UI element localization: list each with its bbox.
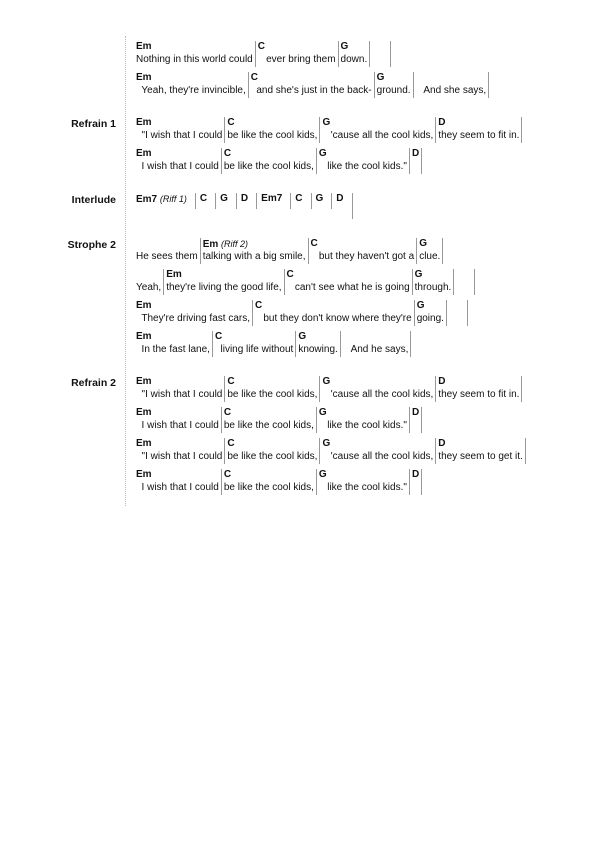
measure-segment [136,117,224,143]
song-section [0,41,601,103]
chord-name [287,269,410,281]
chord-line [136,193,353,224]
measure-segment [136,376,224,402]
lyric-text: but they don't know where they're [255,313,412,324]
chord-symbol: Em [136,407,152,418]
chord-symbol: Em [202,239,219,250]
lyric-text: be like the cool kids, [223,482,314,493]
chord-name [416,72,487,84]
measure-segment [374,72,413,98]
chord-symbol: D [336,193,344,204]
measure-segment [136,269,163,295]
lyric-text: be like the cool kids, [227,451,318,462]
chord-name [136,300,250,312]
measure-segment [311,193,332,209]
lyric-text: like the cool kids." [318,420,407,431]
chord-line [136,269,475,300]
bar-line [488,72,489,98]
measure-segment [136,300,252,326]
chord-name [215,331,293,343]
bar-line [521,376,522,402]
section-lines [136,376,526,500]
lyric-text: and she's just in the back- [250,85,372,96]
chord-name [412,407,419,419]
chord-name [261,193,282,205]
chord-symbol: Em [136,300,152,311]
bar-line [521,117,522,143]
chord-symbol: G [315,193,324,204]
chord-symbol: C [286,269,294,280]
lyric-text: clue. [419,251,441,262]
chord-name [136,41,253,53]
chord-line [136,407,526,438]
measure-segment [290,193,310,209]
chord-name [136,376,222,388]
section-lines [136,193,353,224]
bar-line [442,238,443,264]
measure-segment [435,376,521,402]
chord-symbol: C [223,148,232,159]
measure-segment [136,469,221,495]
lyric-text: 'cause all the cool kids, [322,451,434,462]
chord-symbol: Em [136,469,152,480]
chord-name [241,193,248,205]
chord-name [322,376,433,388]
lyric-text: they seem to fit in. [438,130,520,141]
chord-symbol: G [220,193,228,204]
bar-line [390,41,391,67]
lyric-text: I wish that I could [136,161,219,172]
chord-name [258,41,336,53]
lyric-text: be like the cool kids, [223,420,314,431]
lyric-text: be like the cool kids, [223,161,314,172]
chord-symbol: Em [136,72,152,83]
chord-name [341,41,368,53]
chord-name [220,193,228,205]
lyric-text: like the cool kids." [318,161,407,172]
chord-symbol: G [322,438,331,449]
song-section [0,376,601,500]
chord-name [438,117,519,129]
section-label: Refrain 2 [71,377,116,389]
section-lines [136,41,489,103]
chord-symbol: C [227,376,235,387]
lyric-text: 'cause all the cool kids, [322,130,434,141]
measure-segment [446,300,467,326]
bar-line [421,148,422,174]
section-lines [136,117,522,179]
lyric-text: They're driving fast cars, [136,313,250,324]
chord-symbol: C [250,72,258,83]
chord-symbol: Em7 [261,193,283,204]
measure-segment [308,238,417,264]
lyric-text: down. [340,54,368,65]
lyric-text: "I wish that I could [136,451,223,462]
chord-name [136,117,222,129]
lyric-text: ever bring them [257,54,336,65]
measure-segment [221,148,316,174]
chord-name [438,376,519,388]
chord-name [456,269,472,281]
measure-segment [200,238,308,264]
riff-annotation: (Riff 2) [221,239,249,249]
bar-line [467,300,468,326]
measure-segment [224,117,319,143]
measure-segment [409,407,421,433]
section-lines [136,238,475,362]
measure-segment [136,193,195,209]
measure-segment [409,148,421,174]
chord-line [136,469,526,500]
measure-segment [435,438,525,464]
chord-name [227,438,317,450]
measure-segment [248,72,374,98]
chord-name [255,300,412,312]
lyric-text: And she says, [415,85,487,96]
measure-segment [256,193,290,209]
chord-symbol: G [322,376,331,387]
chord-name [136,238,198,250]
measure-segment [319,376,435,402]
lyric-text: through. [414,282,452,293]
measure-segment [136,148,221,174]
chord-symbol: Em [136,438,152,449]
measure-segment [136,41,255,67]
lyric-text: He sees them [136,251,198,262]
chord-name [419,238,440,250]
bar-line [525,438,526,464]
measure-segment [136,72,248,98]
lyric-text: they seem to fit in. [438,389,520,400]
chord-symbol: D [438,376,446,387]
measure-segment [319,117,435,143]
measure-segment [212,331,295,357]
chord-symbol: Em [136,331,152,342]
lyric-text: talking with a big smile, [202,251,306,262]
measure-segment [316,148,409,174]
song-section [0,193,601,224]
measure-segment [195,193,215,209]
measure-segment [338,41,370,67]
measure-segment [255,41,338,67]
measure-segment [295,331,339,357]
chord-name [224,148,314,160]
lyric-text: Yeah, they're invincible, [136,85,246,96]
measure-segment [163,269,283,295]
chord-symbol: D [411,469,420,480]
chord-symbol: C [257,41,265,52]
bar-line [474,269,475,295]
chord-line [136,238,475,269]
chord-name [415,269,452,281]
chord-name [227,117,317,129]
chord-name [311,238,415,250]
measure-segment [340,331,411,357]
chord-line [136,331,475,362]
section-label: Strophe 2 [67,239,116,251]
measure-segment [136,331,212,357]
chord-line [136,72,489,103]
chord-name [412,469,419,481]
chord-name [449,300,465,312]
chord-symbol: D [411,407,420,418]
lyric-text: be like the cool kids, [227,130,318,141]
chord-symbol: Em [136,148,152,159]
chord-symbol: G [376,72,385,83]
chord-name [412,148,419,160]
section-label: Refrain 1 [71,118,116,130]
chord-line [136,376,526,407]
measure-segment [416,238,442,264]
chord-symbol: G [318,148,327,159]
chord-line [136,438,526,469]
lyric-text: knowing. [298,344,338,355]
lyric-text: In the fast lane, [136,344,210,355]
lyric-text: "I wish that I could [136,389,223,400]
chord-name [377,72,411,84]
measure-segment [412,269,454,295]
lyric-text: be like the cool kids, [227,389,318,400]
measure-segment [224,376,319,402]
chord-symbol: C [295,193,303,204]
chord-symbol: C [223,469,232,480]
lyric-text: Yeah, [136,282,162,293]
bar-line [352,193,353,219]
chord-name [295,193,302,205]
measure-segment [409,469,421,495]
lyric-text: "I wish that I could [136,130,223,141]
chord-symbol: G [318,469,327,480]
lyric-text: like the cool kids." [318,482,407,493]
chord-symbol: G [298,331,307,342]
bar-line [421,407,422,433]
chord-name [136,269,161,281]
chord-symbol: Em7 [136,194,158,205]
section-label: Interlude [71,194,116,206]
chord-symbol: G [416,300,425,311]
section-label [0,41,116,103]
chord-symbol: C [214,331,223,342]
chord-name [136,407,219,419]
chord-name [166,269,281,281]
chord-symbol: G [322,117,331,128]
bar-line [410,331,411,357]
measure-segment [319,438,435,464]
chord-symbol: C [223,407,232,418]
chord-name [136,148,219,160]
chord-name [322,438,433,450]
chord-name [136,331,210,343]
lyric-text: And he says, [342,344,409,355]
chord-name [136,72,246,84]
measure-segment [224,438,319,464]
chord-name [136,469,219,481]
lyric-text: can't see what he is going [286,282,410,293]
chord-symbol: Em [136,41,152,52]
chord-name [319,407,407,419]
chord-symbol: G [414,269,423,280]
riff-annotation: (Riff 1) [159,194,187,204]
chord-symbol: D [438,438,446,449]
chord-name [200,193,207,205]
lyric-text: they're living the good life, [166,282,282,293]
lyric-text: but they haven't got a [310,251,415,262]
chord-symbol: G [419,238,427,249]
measure-segment [252,300,414,326]
lyric-text: I wish that I could [136,420,219,431]
chord-name [251,72,372,84]
chord-name [438,438,523,450]
chord-symbol: G [318,407,327,418]
chord-symbol: C [227,117,235,128]
chord-symbol: C [255,300,263,311]
chord-symbol: Em [166,269,182,280]
chord-line [136,117,522,148]
measure-segment [369,41,390,67]
measure-segment [284,269,412,295]
chord-symbol: Em [136,117,152,128]
song-section [0,117,601,179]
chord-symbol: G [340,41,349,52]
chord-symbol: D [411,148,420,159]
song-sheet [0,41,601,514]
measure-segment [221,469,316,495]
chord-name [319,469,407,481]
lyric-text: they seem to get it. [438,451,523,462]
song-section [0,238,601,362]
chord-name [319,148,407,160]
measure-segment [136,238,200,264]
lyric-text: living life without [214,344,294,355]
chord-name [343,331,409,343]
measure-segment [221,407,316,433]
chord-name [136,193,187,205]
chord-symbol: D [240,193,249,204]
measure-segment [435,117,521,143]
lyric-text: I wish that I could [136,482,219,493]
lyric-text: Nothing in this world could [136,54,253,65]
chord-line [136,148,522,179]
bar-line [421,469,422,495]
chord-line [136,300,475,331]
measure-segment [236,193,256,209]
chord-symbol: C [310,238,318,249]
chord-name [336,193,343,205]
chord-symbol: Em [136,376,152,387]
chord-symbol: C [227,438,235,449]
chord-name [298,331,337,343]
measure-segment [136,407,221,433]
measure-segment [414,300,446,326]
lyric-text: ground. [376,85,411,96]
chord-name [136,438,222,450]
measure-segment [413,72,489,98]
chord-name [224,469,314,481]
lyric-text: going. [416,313,444,324]
measure-segment [215,193,236,209]
chord-name [227,376,317,388]
chord-symbol: D [438,117,446,128]
measure-segment [316,407,409,433]
measure-segment [136,438,224,464]
chord-name [417,300,444,312]
chord-name [372,41,388,53]
chord-line [136,41,489,72]
measure-segment [453,269,474,295]
chord-symbol: C [199,193,208,204]
chord-name [316,193,324,205]
chord-name [322,117,433,129]
lyric-text: 'cause all the cool kids, [322,389,434,400]
measure-segment [316,469,409,495]
measure-segment [331,193,351,209]
chord-name [203,238,306,250]
chord-name [224,407,314,419]
